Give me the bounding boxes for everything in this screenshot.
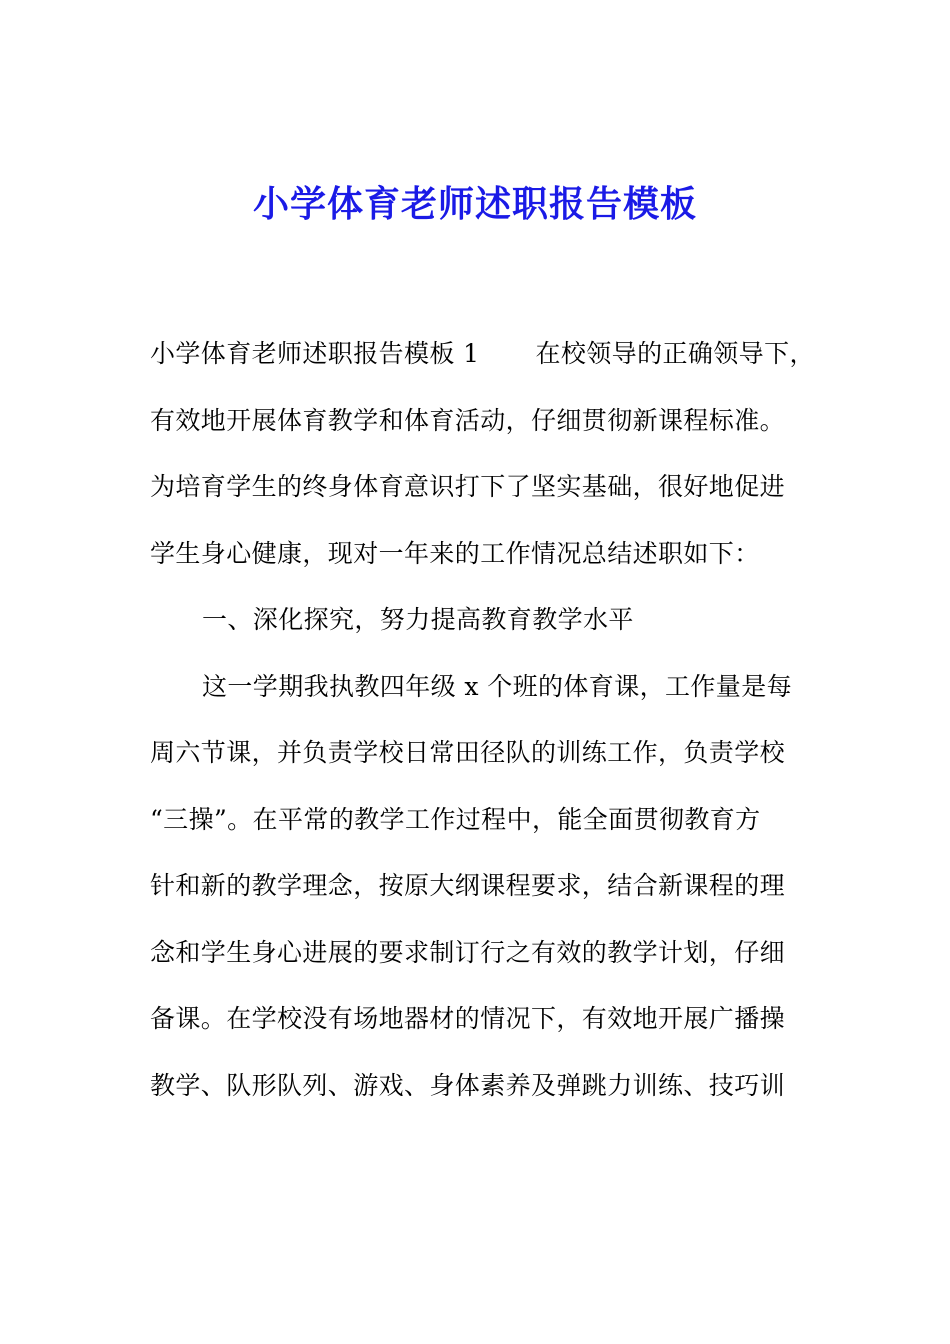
section-heading: 一、深化探究，努力提高教育教学水平 [202,605,634,634]
document-title: 小学体育老师述职报告模板 [252,183,697,225]
section-heading-inline: 小学体育老师述职报告模板 1 [150,339,480,368]
body-line: 有效地开展体育教学和体育活动，仔细贯彻新课程标准。 [150,405,786,435]
body-line: 教学、队形队列、游戏、身体素养及弹跳力训练、技巧训 [150,1070,786,1100]
body-line: 针和新的教学理念，按原大纲课程要求，结合新课程的理 [150,871,786,900]
paragraph-text: 在校领导的正确领导下， [535,339,815,368]
document-body [150,325,815,1123]
body-line: 周六节课，并负责学校日常田径队的训练工作，负责学校 [150,738,786,767]
body-line: 这一学期我执教四年级 x 个班的体育课，工作量是每 [202,671,792,701]
body-line: “三操”。在平常的教学工作过程中，能全面贯彻教育方 [150,804,761,834]
body-line: 学生身心健康，现对一年来的工作情况总结述职如下： [150,538,760,568]
body-line: 为培育学生的终身体育意识打下了坚实基础，很好地促进 [150,472,786,501]
body-line: 备课。在学校没有场地器材的情况下，有效地开展广播操 [150,1004,786,1033]
body-line: 念和学生身心进展的要求制订行之有效的教学计划，仔细 [150,937,786,967]
body-line [150,325,815,392]
